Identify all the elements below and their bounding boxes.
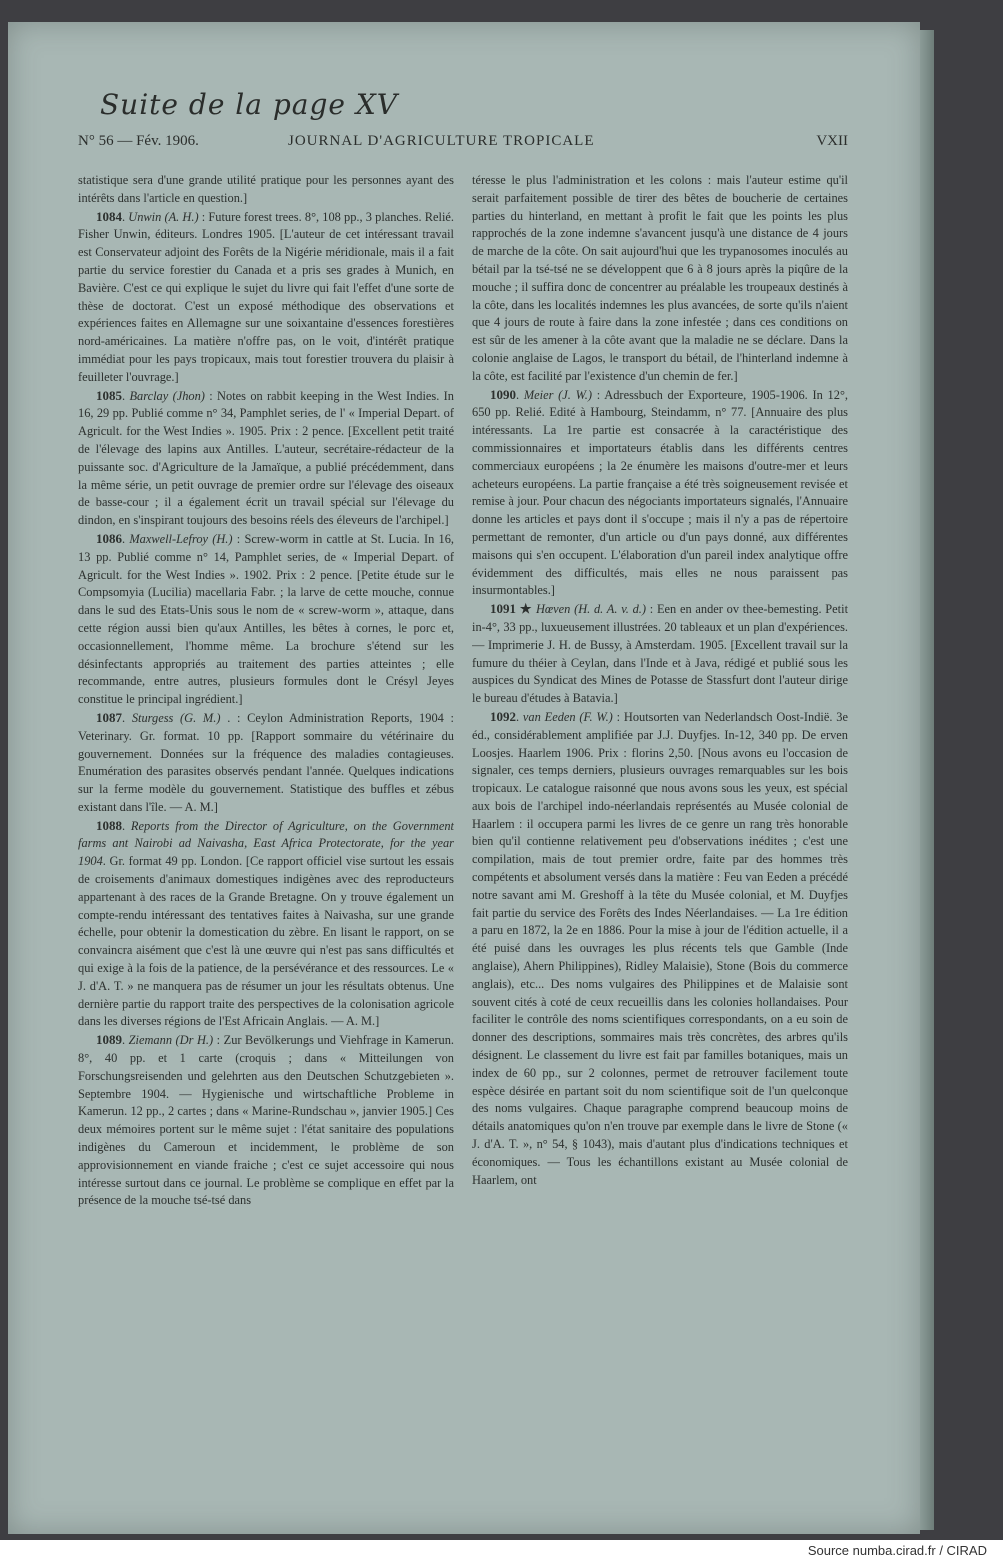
entry-author: Maxwell-Lefroy (H.) — [129, 531, 233, 546]
entry-text: : Screw-worm in cattle at St. Lucia. In 16, 13 pp. Publié comme n° 14, Pamphlet series, de « Imperial Depart. of Agricult. for the West Indies ». 1902. Prix : 2 pence. [Petite étude sur le Compsomyia (Lucilia) macellaria Fabr. ; la larve de cette mouche, connue dans le sud des Etats-Unis sous le nom de « screw-worm », attaque, dans cette région aussi bien qu'aux Antilles, les bêtes à cornes, le porc et, occasionnellement, l'homme même. La brochure s'étend sur les désinfectants appropriés au traitement des parties atteintes ; elle recommande, entre autres, plusieurs formules dont le Crésyl Jeyes constitue le principal ingrédient.] — [78, 531, 454, 707]
issue-number: N° 56 — Fév. 1906. — [78, 133, 199, 149]
bibliography-entry: 1088. Reports from the Director of Agriculture, on the Government farms ant Nairobi ad Naivasha, East Africa Protectorate, for the year 1904. Gr. format 49 pp. London. [Ce rapport officiel vise surtout les essais de croisements d'animaux domestiques indigènes avec des reproducteurs appartenant à des races de la Grande Bretagne. On y trouve également un compte-rendu intéressant des tentatives faites à Naivasha, sur une grande échelle, pour obtenir la domestication du zèbre. En lisant le rapport, on se convaincra aisément que c'est là une œuvre qui n'est pas sans difficultés et qui exige à la fois de la patience, de la persévérance et des ressources. Le « J. d'A. T. » ne manquera pas de résumer un jour les résultats obtenus. Une dernière partie du rapport traite des perspectives de la colonisation agricole dans les diverses régions de l'Est Africain Anglais. — A. M.] — [78, 817, 454, 1029]
entry-text: . Gr. format 49 pp. London. [Ce rapport officiel vise surtout les essais de croisements d'animaux domestiques indigènes avec des reproducteurs appartenant à des races de la Grande Bretagne. On y trouve également un compte-rendu intéressant des tentatives faites à Naivasha, sur une grande échelle, pour obtenir la domestication du zèbre. En lisant le rapport, on se convaincra aisément que c'est là une œuvre qui n'est pas sans difficultés et qui exige à la fois de la patience, de la persévérance et des ressources. Le « J. d'A. T. » ne manquera pas de résumer un jour les résultats obtenus. Une dernière partie du rapport traite des perspectives de la colonisation agricole dans les diverses régions de l'Est Africain Anglais. — A. M.] — [78, 854, 454, 1029]
entry-text: : Houtsorten van Nederlandsch Oost-Indië. 3e éd., considérablement amplifiée par J.J. Duyfjes. In-12, 340 pp. De erven Loosjes. Haarlem 1906. Prix : florins 2,50. [Nous avons eu l'occasion de signaler, ces temps derniers, plusieurs ouvrages remarquables sur les bois tropicaux. Le catalogue raisonné que nous avons sous les yeux, est spécial aux bois de l'archipel indo-néerlandais représentés au Musée colonial de Haarlem : il occupera parmi les livres de ce genre un rang très honorable bien qu'il contienne relativement peu d'observations inédites ; c'est une compilation, mais de tout premier ordre, faite par des hommes très compétents et absolument versés dans la matière : Feu van Eeden a précédé notre savant ami M. Greshoff à la tête du Musée colonial, et M. Duyfjes fait partie du service des Forêts des Indes Néerlandaises. — La 1re édition a paru en 1872, la 2e en 1886. Pour la mise à jour de l'édition actuelle, il a été puisé dans les ouvrages les plus récents tels que Gamble (Inde anglaise), Ahern Philippines), Ridley Malaisie), Stone (Bois du commerce anglais), etc... Des noms vulgaires des Philippines et de Malaisie sont souvent cités à coté de ceux recueillis dans les colonies hollandaises. Pour faciliter le contrôle des noms scientifiques correspondants, on a eu soin de donner des descriptions, sommaires mais très concrètes, des arbres qu'ils désignent. Le classement du livre est fait par familles botaniques, mais un index de 60 pp., sur 2 colonnes, permet de retrouver facilement toute espèce désirée en partant soit du nom scientifique soit de l'un quelconque des noms vulgaires. Chaque paragraphe comprend beaucoup moins de détails anatomiques qu'on n'en trouve par exemple dans le livre de Stone (« J. d'A. T. », n° 54, § 1043), mais d'autant plus d'indications techniques et économiques. — Tous les échantillons existant au Musée colonial de Haarlem, ont — [472, 709, 848, 1187]
continued-text: téresse le plus l'administration et les colons : mais l'auteur estime qu'il serait parfaitement possible de tirer des bêtes de boucherie de certaines parties du hinterland, en mettant à profit le fait que les points les plus rapprochés de la zone indemne s'avancent jusqu'à une distance de 4 jours de marche de la côte. On sait aujourd'hui que les trypanosomes inoculés au bétail par la tsé-tsé ne se développent que 6 à 8 jours après la piqûre de la mouche ; il suffira donc de concentrer au préalable les troupeaux destinés à la côte, dans les localités indemnes les plus avancées, de sorte qu'ils n'aient que 4 jours de route à faire dans la zone infestée ; dans ces conditions on est sûr de les amener à la côte avant que la maladie ne se déclare. Dans la colonie anglaise de Lagos, le transport du bétail, de l'hinterland indemne à la côte, est facilité par l'existence d'un chemin de fer.] — [472, 173, 848, 383]
entry-number: 1091 ★ — [490, 601, 533, 617]
left-column — [78, 172, 454, 1482]
page-number: VXII — [816, 133, 848, 149]
entry-author: Meier (J. W.) — [523, 387, 593, 402]
entry-number: 1085 — [96, 387, 122, 403]
bibliography-entry: 1085. Barclay (Jhon) : Notes on rabbit keeping in the West Indies. In 16, 29 pp. Publié comme n° 34, Pamphlet series, de l' « Imperial Depart. of Agricult. for the West Indies ». 1905. Prix : 2 pence. [Excellent petit traité de l'élevage des lapins aux Antilles. L'auteur, secrétaire-rédacteur de la puissante soc. d'Agriculture de la Jamaïque, a publié précédemment, dans la même série, un petit ouvrage de premier ordre sur l'élevage des oiseaux de basse-cour ; il a également écrit un travail spécial sur l'élevage du dindon, en s'inspirant toujours des besoins réels des éleveurs de l'archipel.] — [78, 387, 454, 528]
bibliography-entry: 1089. Ziemann (Dr H.) : Zur Bevölkerungs und Viehfrage in Kamerun. 8°, 40 pp. et 1 carte (croquis ; dans « Mitteilungen von Forschungsreisenden und gelehrten aus den Deutschen Schutzgebieten ». Septembre 1904. — Hygienische und wirtschaftliche Probleme in Kamerun. 12 pp., 2 cartes ; dans « Marine-Rundschau », janvier 1905.] Ces deux mémoires portent sur le même sujet : l'état sanitaire des populations indigènes du Cameroun et incidemment, le problème de son approvisionnement en viande fraiche ; c'est ce sujet accessoire qui nous intéresse surtout dans ce journal. Le problème se complique en effet par la présence de la mouche tsé-tsé dans — [78, 1032, 454, 1208]
entry-number: 1090 — [490, 386, 516, 402]
bibliography-entry: 1086. Maxwell-Lefroy (H.) : Screw-worm in cattle at St. Lucia. In 16, 13 pp. Publié comme n° 14, Pamphlet series, de « Imperial Depart. of Agricult. for the West Indies ». 1902. Prix : 2 pence. [Petite étude sur le Compsomyia (Lucilia) macellaria Fabr. ; la larve de cette mouche, connue dans le sud des Etats-Unis sous le nom de « screw-worm », attaque, dans cette région aussi bien qu'aux Antilles, les bêtes à cornes, le porc et, occasionnellement, l'homme même. La brochure s'étend sur les désinfectants appropriés au traitement des parties atteintes ; elle recommande, entre autres, plusieurs formules dont le Crésyl Jeyes constitue le principal ingrédient.] — [78, 530, 454, 707]
continued-text: statistique sera d'une grande utilité pratique pour les personnes ayant des intérêts dans l'article en question.] — [78, 173, 454, 205]
entry-text: : Adressbuch der Exporteure, 1905-1906. In 12°, 650 pp. Relié. Edité à Hambourg, Steindamm, n° 77. [Annuaire des plus intéressants. La 1re partie est consacrée à la caractéristique des commissionnaires et importateurs établis dans les différents centres commerciaux européens ; la 2e énumère les maisons d'outre-mer et leurs acheteurs européens. La partie française a été très soigneusement revisée et remise à jour. Pour chacun des négociants importateurs signalés, l'Annuaire donne les articles et pays dont il s'occupe ; mais il n'y a pas de répertoire permettant de remonter, d'un article ou d'un pays donné, aux différentes maisons qui s'en occupent. L'élaboration d'un pareil index analytique offre évidemment des difficultés, mais elles ne nous paraissent pas insurmontables.] — [472, 387, 848, 598]
entry-author: van Eeden (F. W.) — [522, 709, 613, 724]
entry-author: Barclay (Jhon) — [129, 388, 205, 403]
entry-author: Reports from the Director of Agriculture, on the Government farms ant Nairobi ad Naivasha, East Africa Protectorate, for the year 1904 — [78, 818, 454, 869]
entry-number: 1088 — [96, 817, 122, 833]
entry-number: 1086 — [96, 530, 122, 546]
bibliography-entry — [472, 600, 848, 708]
right-column — [472, 172, 848, 1482]
entry-number: 1092 — [490, 708, 516, 724]
running-header — [78, 133, 848, 155]
entry-author: Unwin (A. H.) — [128, 209, 199, 224]
entry-number: 1089 — [96, 1032, 122, 1048]
source-credit: Source numba.cirad.fr / CIRAD — [807, 1543, 987, 1558]
entry-text: : Zur Bevölkerungs und Viehfrage in Kamerun. 8°, 40 pp. et 1 carte (croquis ; dans « Mitteilungen von Forschungsreisenden und gelehrten aus den Deutschen Schutzgebieten ». Septembre 1904. — Hygienische und wirtschaftliche Probleme in Kamerun. 12 pp., 2 cartes ; dans « Marine-Rundschau », janvier 1905.] Ces deux mémoires portent sur le même sujet : l'état sanitaire des populations indigènes du Cameroun et incidemment, le problème de son approvisionnement en viande fraiche ; c'est ce sujet accessoire qui nous intéresse surtout dans ce journal. Le problème se complique en effet par la présence de la mouche tsé-tsé dans — [78, 1033, 454, 1208]
bibliography-entry: 1087. Sturgess (G. M.) . : Ceylon Administration Reports, 1904 : Veterinary. Gr. format. 10 pp. [Rapport sommaire du vétérinaire du gouvernement. Données sur la fréquence des maladies contagieuses. Enumération des parasites observés pendant l'année. Quelques indications sur la ferme modèle du gouvernement. Statistique des buffles et zébus existant dans l'île. — A. M.] — [78, 709, 454, 814]
entry-author: Hœven (H. d. A. v. d.) — [535, 602, 647, 617]
journal-title: JOURNAL D'AGRICULTURE TROPICALE — [288, 133, 595, 149]
entry-text: : Future forest trees. 8°, 108 pp., 3 planches. Relié. Fisher Unwin, éditeurs. Londres 1905. [L'auteur de cet intéressant travail est Conservateur adjoint des Forêts de la Nigérie méridionale, mais il a fait partie du service forestier du Canada et a pris ses grades à Munich, en Bavière. C'est ce qui explique le sujet du livre qui fait l'effet d'une sorte de thèse de doctorat. C'est un exposé méthodique des observations et expériences faites en Allemagne sur une soixantaine d'essences forestières nord-américaines. La matière n'offre pas, on le voit, d'intérêt pratique immédiat pour les pays tropicaux, mais tout forestier trouvera du plaisir à feuilleter l'ouvrage.] — [78, 209, 454, 384]
entry-number: 1087 — [96, 709, 122, 725]
bibliography-entry: 1092. van Eeden (F. W.) : Houtsorten van Nederlandsch Oost-Indië. 3e éd., considérablement amplifiée par J.J. Duyfjes. In-12, 340 pp. De erven Loosjes. Haarlem 1906. Prix : florins 2,50. [Nous avons eu l'occasion de signaler, ces temps derniers, plusieurs ouvrages remarquables sur les bois tropicaux. Le catalogue raisonné que nous avons sous les yeux, est spécial aux bois de l'archipel indo-néerlandais représentés au Musée colonial de Haarlem : il occupera parmi les livres de ce genre un rang très honorable bien qu'il contienne relativement peu d'observations inédites ; c'est une compilation, mais de tout premier ordre, faite par des hommes très compétents et absolument versés dans la matière : Feu van Eeden a précédé notre savant ami M. Greshoff à la tête du Musée colonial, et M. Duyfjes fait partie du service des Forêts des Indes Néerlandaises. — La 1re édition a paru en 1872, la 2e en 1886. Pour la mise à jour de l'édition actuelle, il a été puisé dans les ouvrages les plus récents tels que Gamble (Inde anglaise), Ahern Philippines), Ridley Malaisie), Stone (Bois du commerce anglais), etc... Des noms vulgaires des Philippines et de Malaisie sont souvent cités à coté de ceux recueillis dans les colonies hollandaises. Pour faciliter le contrôle des noms scientifiques correspondants, on a eu soin de donner des descriptions, sommaires mais très concrètes, des arbres qu'ils désignent. Le classement du livre est fait par familles botaniques, mais un index de 60 pp., sur 2 colonnes, permet de retrouver facilement toute espèce désirée en partant soit du nom scientifique soit de l'un quelconque des noms vulgaires. Chaque paragraphe comprend beaucoup moins de détails anatomiques qu'on n'en trouve par exemple dans le livre de Stone (« J. d'A. T. », n° 54, § 1043), mais d'autant plus d'indications techniques et économiques. — Tous les échantillons existant au Musée colonial de Haarlem, ont — [472, 708, 848, 1187]
entry-text: . : Ceylon Administration Reports, 1904 : Veterinary. Gr. format. 10 pp. [Rapport sommaire du vétérinaire du gouvernement. Données sur la fréquence des maladies contagieuses. Enumération des parasites observés pendant l'année. Quelques indications sur la ferme modèle du gouvernement. Statistique des buffles et zébus existant dans l'île. — A. M.] — [78, 710, 454, 814]
entry-text: : Een en ander ov thee-bemesting. Petit in-4°, 33 pp., luxueusement illustrées. 20 tableaux et un plan d'expériences. — Imprimerie J. H. de Bussy, à Amsterdam. 1905. [Excellent travail sur la fumure du théier à Ceylan, dans l'Inde et à Java, rédigé et publié sous les auspices du Syndicat des Mines de Potasse de Stassfurt dont l'auteur dirige le bureau d'études à Batavia.] — [472, 602, 848, 706]
entry-author: Ziemann (Dr H.) — [128, 1033, 214, 1048]
bibliography-entry: 1084. Unwin (A. H.) : Future forest trees. 8°, 108 pp., 3 planches. Relié. Fisher Unwin, éditeurs. Londres 1905. [L'auteur de cet intéressant travail est Conservateur adjoint des Forêts de la Nigérie méridionale, mais il a fait partie du service forestier du Canada et a pris ses grades à Munich, en Bavière. C'est ce qui explique le sujet du livre qui fait l'effet d'une sorte de thèse de doctorat. C'est un exposé méthodique des observations et expériences faites en Allemagne sur une soixantaine d'essences forestières nord-américaines. La matière n'offre pas, on le voit, d'intérêt pratique immédiat pour les pays tropicaux, mais tout forestier trouvera du plaisir à feuilleter l'ouvrage.] — [78, 208, 454, 384]
handwritten-note: Suite de la page XV — [100, 88, 399, 121]
entry-text: : Notes on rabbit keeping in the West Indies. In 16, 29 pp. Publié comme n° 34, Pamphlet series, de l' « Imperial Depart. of Agricult. for the West Indies ». 1905. Prix : 2 pence. [Excellent petit traité de l'élevage des lapins aux Antilles. L'auteur, secrétaire-rédacteur de la puissante soc. d'Agriculture de la Jamaïque, a publié précédemment, dans la même série, un petit ouvrage de premier ordre sur l'élevage des oiseaux de basse-cour ; il a également écrit un travail spécial sur l'élevage du dindon, en s'inspirant toujours des besoins réels des éleveurs de l'archipel.] — [78, 388, 454, 528]
entry-author: Sturgess (G. M.) — [131, 710, 221, 725]
bibliography-entry: 1090. Meier (J. W.) : Adressbuch der Exporteure, 1905-1906. In 12°, 650 pp. Relié. Edité à Hambourg, Steindamm, n° 77. [Annuaire des plus intéressants. La 1re partie est consacrée à la caractéristique des commissionnaires et importateurs établis dans les différents centres commerciaux européens ; la 2e énumère les maisons d'outre-mer et leurs acheteurs européens. La partie française a été très soigneusement revisée et remise à jour. Pour chacun des négociants importateurs signalés, l'Annuaire donne les articles et pays dont il s'occupe ; mais il n'y a pas de répertoire permettant de remonter, d'un article ou d'un pays donné, aux différentes maisons qui s'en occupent. L'élaboration d'un pareil index analytique offre évidemment des difficultés, mais elles ne nous paraissent pas insurmontables.] — [472, 386, 848, 598]
entry-number: 1084 — [96, 208, 122, 224]
page-edge — [918, 30, 934, 1530]
